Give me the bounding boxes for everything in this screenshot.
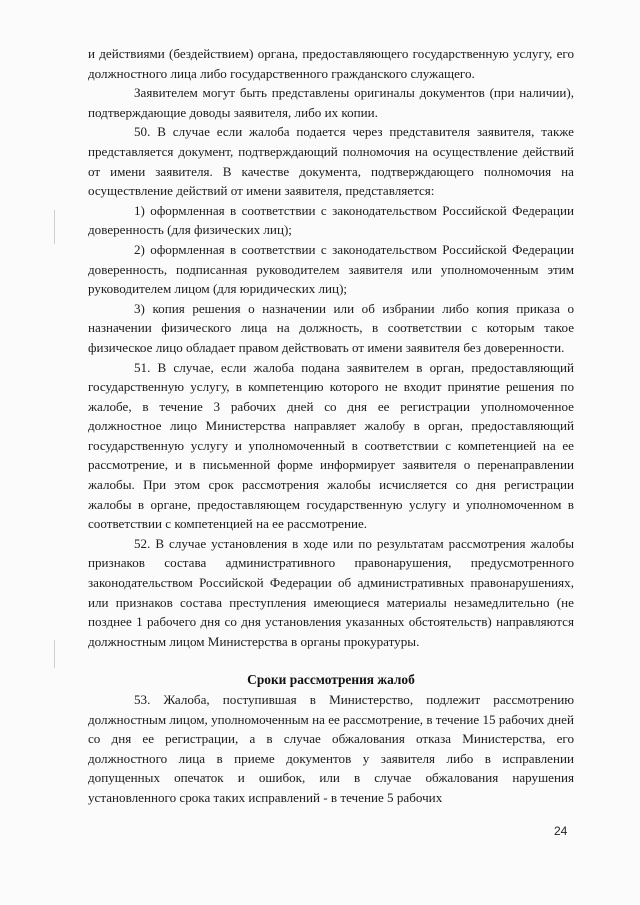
- scan-artifact: [54, 640, 55, 668]
- list-item-1: 1) оформленная в соответствии с законодательством Российской Федерации доверенность (для физических лиц);: [88, 202, 574, 238]
- paragraph-item-52: 52. В случае установления в ходе или по результатам рассмотрения жалобы признаков состава административного правонарушения, предусмотренного законодательством Российской Федерации об административных правонарушениях, или признаков состава преступления имеющиеся материалы незамедлительно (не позднее 1 рабочего дня со дня установления указанных обстоятельств) направляются должностным лицом Министерства в органы прокуратуры.: [88, 535, 574, 649]
- document-body: [88, 44, 574, 808]
- page-number: 24: [554, 824, 568, 838]
- list-item-2: 2) оформленная в соответствии с законодательством Российской Федерации доверенность, подписанная руководителем заявителя или уполномоченным этим руководителем лицом (для юридических лиц);: [88, 241, 574, 297]
- section-heading: Сроки рассмотрения жалоб: [247, 672, 415, 688]
- list-item-3: 3) копия решения о назначении или об избрании либо копия приказа о назначении физического лица на должность, в соответствии с которым такое физическое лицо обладает правом действовать от имени заявителя без доверенности.: [88, 300, 574, 355]
- scan-artifact: [54, 210, 55, 244]
- paragraph-item-51: 51. В случае, если жалоба подана заявителем в орган, предоставляющий государственную услугу, в компетенцию которого не входит принятие решения по жалобе, в течение 3 рабочих дней со дня ее регистрации уполномоченное должностное лицо Министерства направляет жалобу в орган, предоставляющий государственную услугу и уполномоченный в соответствии с компетенцией на ее рассмотрение, и в письменной форме информирует заявителя о перенаправлении жалобы. При этом срок рассмотрения жалобы исчисляется со дня регистрации жалобы в органе, предоставляющем государственную услугу и уполномоченном в соответствии с компетенцией на ее рассмотрение.: [88, 359, 574, 532]
- paragraph-item-50: 50. В случае если жалоба подается через представителя заявителя, также представляется документ, подтверждающий полномочия на осуществление действий от имени заявителя. В качестве документа, подтверждающего полномочия на осуществление действий от имени заявителя, представляется:: [88, 124, 574, 199]
- paragraph-item-53: 53. Жалоба, поступившая в Министерство, подлежит рассмотрению должностным лицом, уполномоченным на ее рассмотрение, в течение 15 рабочих дней со дня ее регистрации, а в случае обжалования отказа Министерства, его должностного лица в приеме документов у заявителя либо в исправлении допущенных опечаток и ошибок, или в случае обжалования нарушения установленного срока таких исправлений - в течение 5 рабочих: [88, 692, 575, 805]
- paragraph-continuation: и действиями (бездействием) органа, предоставляющего государственную услугу, его должностного лица либо государственного гражданского служащего.: [88, 46, 574, 81]
- paragraph: Заявителем могут быть представлены оригиналы документов (при наличии), подтверждающие доводы заявителя, либо их копии.: [88, 85, 574, 120]
